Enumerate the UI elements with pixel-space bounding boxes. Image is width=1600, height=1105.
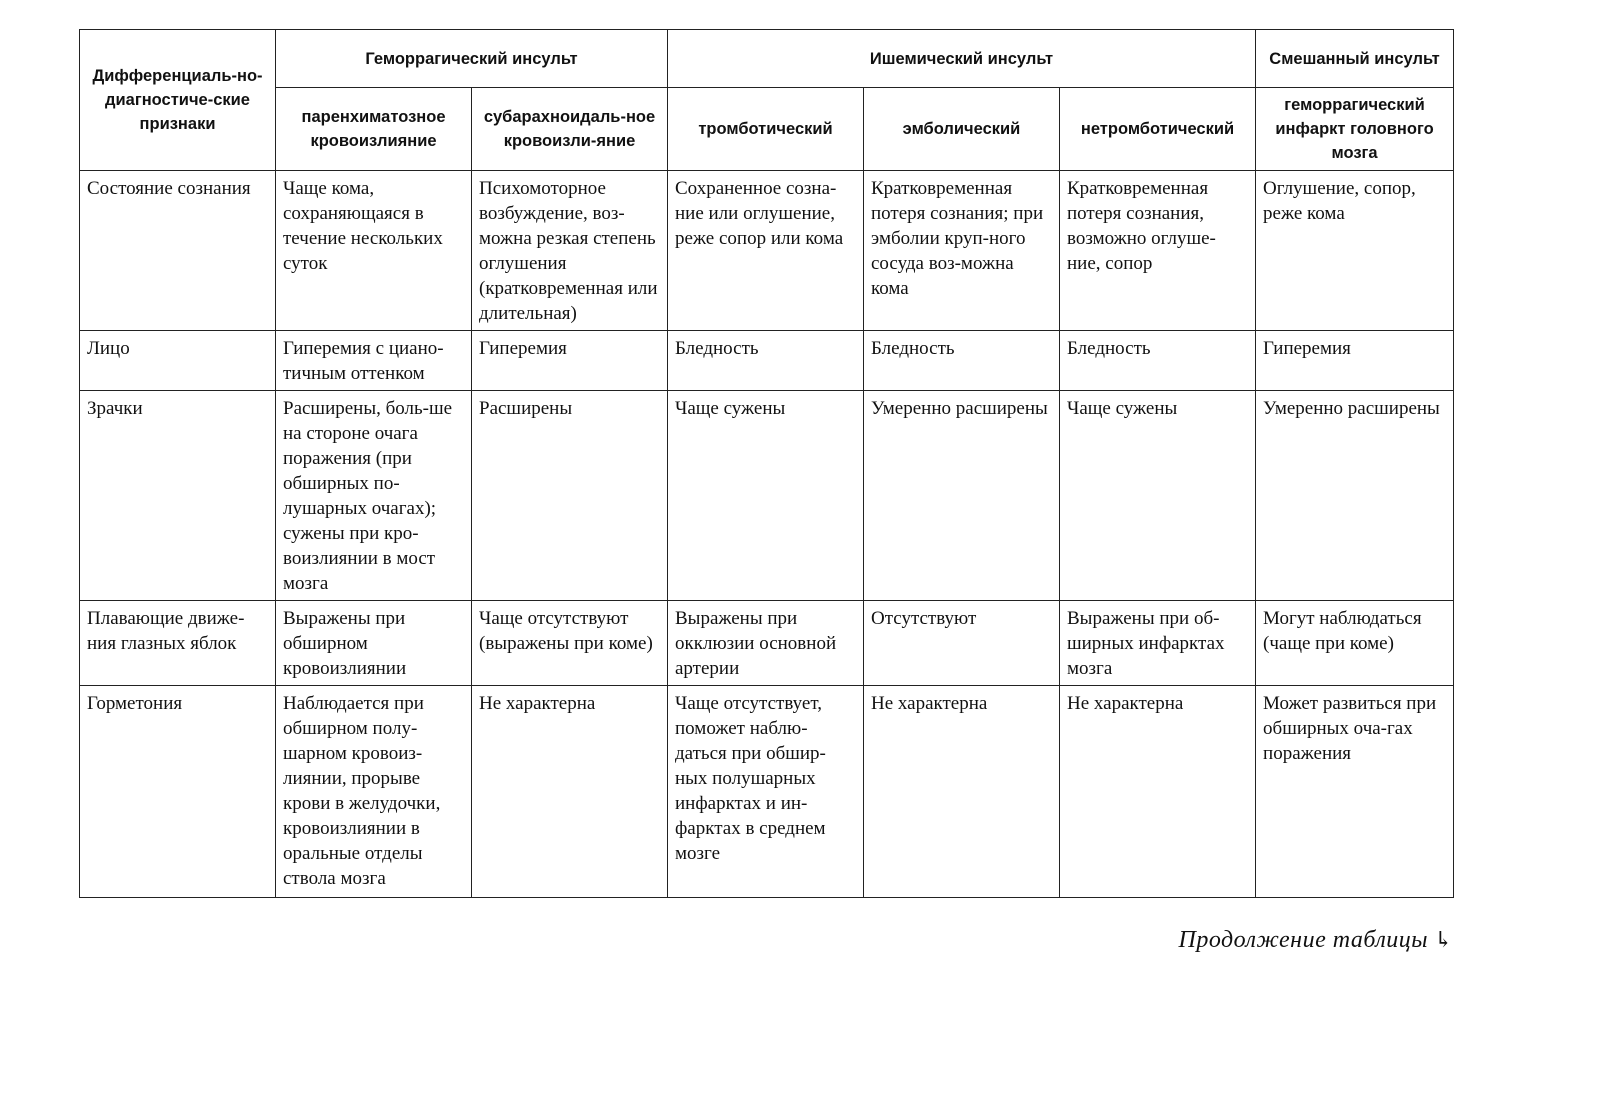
row-label: Плавающие движе-ния глазных яблок bbox=[80, 601, 276, 686]
subheader-subarachnoid: субарахноидаль-ное кровоизли-яние bbox=[472, 88, 668, 171]
table-cell: Выражены при окклюзии основной артерии bbox=[668, 601, 864, 686]
table-cell: Расширены, боль-ше на стороне очага поражения (при обширных по-лушарных очагах); сужены при кро-воизлиянии в мост мозга bbox=[276, 391, 472, 601]
table-cell: Выражены при обширном кровоизлиянии bbox=[276, 601, 472, 686]
table-cell: Умеренно расширены bbox=[1256, 391, 1454, 601]
header-group-mixed: Смешанный инсульт bbox=[1256, 30, 1454, 88]
table-cell: Психомоторное возбуждение, воз-можна резкая степень оглушения (кратковременная или длительная) bbox=[472, 171, 668, 331]
header-row-groups bbox=[80, 30, 1454, 88]
subheader-thrombotic: тромботический bbox=[668, 88, 864, 171]
row-label: Зрачки bbox=[80, 391, 276, 601]
table-cell: Не характерна bbox=[864, 686, 1060, 898]
table-cell: Оглушение, сопор, реже кома bbox=[1256, 171, 1454, 331]
table-cell: Умеренно расширены bbox=[864, 391, 1060, 601]
table-cell: Гиперемия bbox=[1256, 331, 1454, 391]
table-row bbox=[80, 391, 1454, 601]
header-corner: Дифференциаль-но-диагностиче-ские признаки bbox=[80, 30, 276, 171]
table-cell: Чаще сужены bbox=[668, 391, 864, 601]
subheader-hemorrhagic-infarct: геморрагический инфаркт головного мозга bbox=[1256, 88, 1454, 171]
table-cell: Кратковременная потеря сознания, возможно оглуше-ние, сопор bbox=[1060, 171, 1256, 331]
table-cell: Выражены при об-ширных инфарктах мозга bbox=[1060, 601, 1256, 686]
row-label: Состояние сознания bbox=[80, 171, 276, 331]
header-group-hemorrhagic: Геморрагический инсульт bbox=[276, 30, 668, 88]
table-cell: Сохраненное созна-ние или оглушение, реже сопор или кома bbox=[668, 171, 864, 331]
table-cell: Чаще отсутствуют (выражены при коме) bbox=[472, 601, 668, 686]
header-row-subcolumns bbox=[80, 88, 1454, 171]
table-row bbox=[80, 171, 1454, 331]
table-cell: Чаще сужены bbox=[1060, 391, 1256, 601]
table-cell: Расширены bbox=[472, 391, 668, 601]
table-cell: Кратковременная потеря сознания; при эмболии круп-ного сосуда воз-можна кома bbox=[864, 171, 1060, 331]
table-cell: Не характерна bbox=[472, 686, 668, 898]
table-cell: Могут наблюдаться (чаще при коме) bbox=[1256, 601, 1454, 686]
header-group-ischemic: Ишемический инсульт bbox=[668, 30, 1256, 88]
table-row bbox=[80, 686, 1454, 898]
table-cell: Чаще отсутствует, поможет наблю-даться при обшир-ных полушарных инфарктах и ин-фарктах в среднем мозге bbox=[668, 686, 864, 898]
table-cell: Отсутствуют bbox=[864, 601, 1060, 686]
table-cell: Наблюдается при обширном полу-шарном кровоиз-лиянии, прорыве крови в желудочки, кровоизлиянии в оральные отделы ствола мозга bbox=[276, 686, 472, 898]
table-cell: Чаще кома, сохраняющаяся в течение нескольких суток bbox=[276, 171, 472, 331]
subheader-embolic: эмболический bbox=[864, 88, 1060, 171]
table-continuation-note bbox=[1179, 927, 1454, 954]
table-row bbox=[80, 601, 1454, 686]
continuation-arrow-icon: ↳ bbox=[1434, 927, 1453, 952]
subheader-nonthrombotic: нетромботический bbox=[1060, 88, 1256, 171]
table-cell: Бледность bbox=[668, 331, 864, 391]
table-cell: Бледность bbox=[1060, 331, 1256, 391]
continuation-text: Продолжение таблицы bbox=[1178, 927, 1429, 953]
table-cell: Не характерна bbox=[1060, 686, 1256, 898]
table-cell: Бледность bbox=[864, 331, 1060, 391]
row-label: Горметония bbox=[80, 686, 276, 898]
table-cell: Гиперемия bbox=[472, 331, 668, 391]
subheader-parenchymal: паренхиматозное кровоизлияние bbox=[276, 88, 472, 171]
table-cell: Может развиться при обширных оча-гах поражения bbox=[1256, 686, 1454, 898]
row-label: Лицо bbox=[80, 331, 276, 391]
table-row bbox=[80, 331, 1454, 391]
table-cell: Гиперемия с циано-тичным оттенком bbox=[276, 331, 472, 391]
differential-diagnosis-table bbox=[79, 29, 1454, 898]
